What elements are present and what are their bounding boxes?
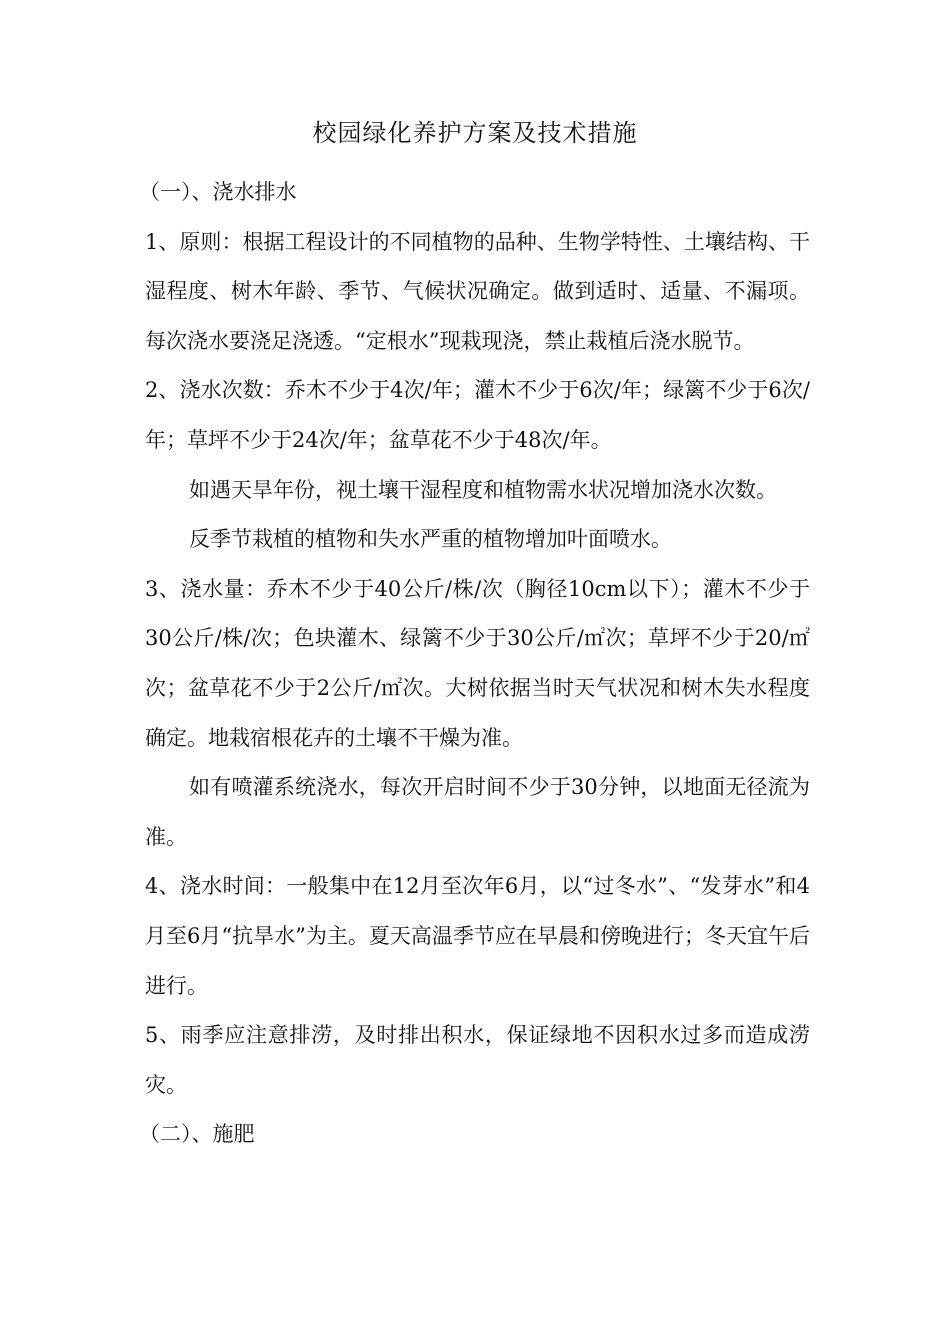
section-heading-fertilizing: （二）、施肥 (139, 1122, 255, 1147)
paragraph-drought-note: 如遇天旱年份，视土壤干湿程度和植物需水状况增加浇水次数。 (189, 477, 777, 502)
paragraph-principle: 1、原则：根据工程设计的不同植物的品种、生物学特性、土壤结构、干湿程度、树木年龄、季节、气候状况确定。做到适时、适量、不漏项。每次浇水要浇足浇透。“定根水”现栽现浇，禁止栽植后浇水脱节。 (145, 229, 810, 353)
paragraph-watering-amount: 3、浇水量：乔木不少于40公斤/株/次（胸径10cm以下）；灌木不少于30公斤/株/次；色块灌木、绿篱不少于30公斤/㎡次；草坪不少于20/㎡次；盆草花不少于2公斤/㎡次。大树依据当时天气状况和树木失水程度确定。地栽宿根花卉的土壤不干燥为准。 (145, 576, 810, 750)
paragraph-watering-time: 4、浇水时间：一般集中在12月至次年6月，以“过冬水”、“发芽水”和4月至6月“抗旱水”为主。夏天高温季节应在早晨和傍晚进行；冬天宜午后进行。 (145, 874, 810, 998)
paragraph-rainy-season: 5、雨季应注意排涝，及时排出积水，保证绿地不因积水过多而造成涝灾。 (145, 1023, 810, 1097)
section-heading-watering: （一）、浇水排水 (139, 180, 297, 204)
document-title: 校园绿化养护方案及技术措施 (312, 119, 638, 147)
document-body (139, 168, 810, 1160)
paragraph-watering-frequency: 2、浇水次数：乔木不少于4次/年；灌木不少于6次/年；绿篱不少于6次/年；草坪不少于24次/年；盆草花不少于48次/年。 (145, 378, 810, 452)
paragraph-off-season-note: 反季节栽植的植物和失水严重的植物增加叶面喷水。 (189, 527, 672, 552)
paragraph-sprinkler-note: 如有喷灌系统浇水，每次开启时间不少于30分钟，以地面无径流为准。 (145, 775, 810, 849)
